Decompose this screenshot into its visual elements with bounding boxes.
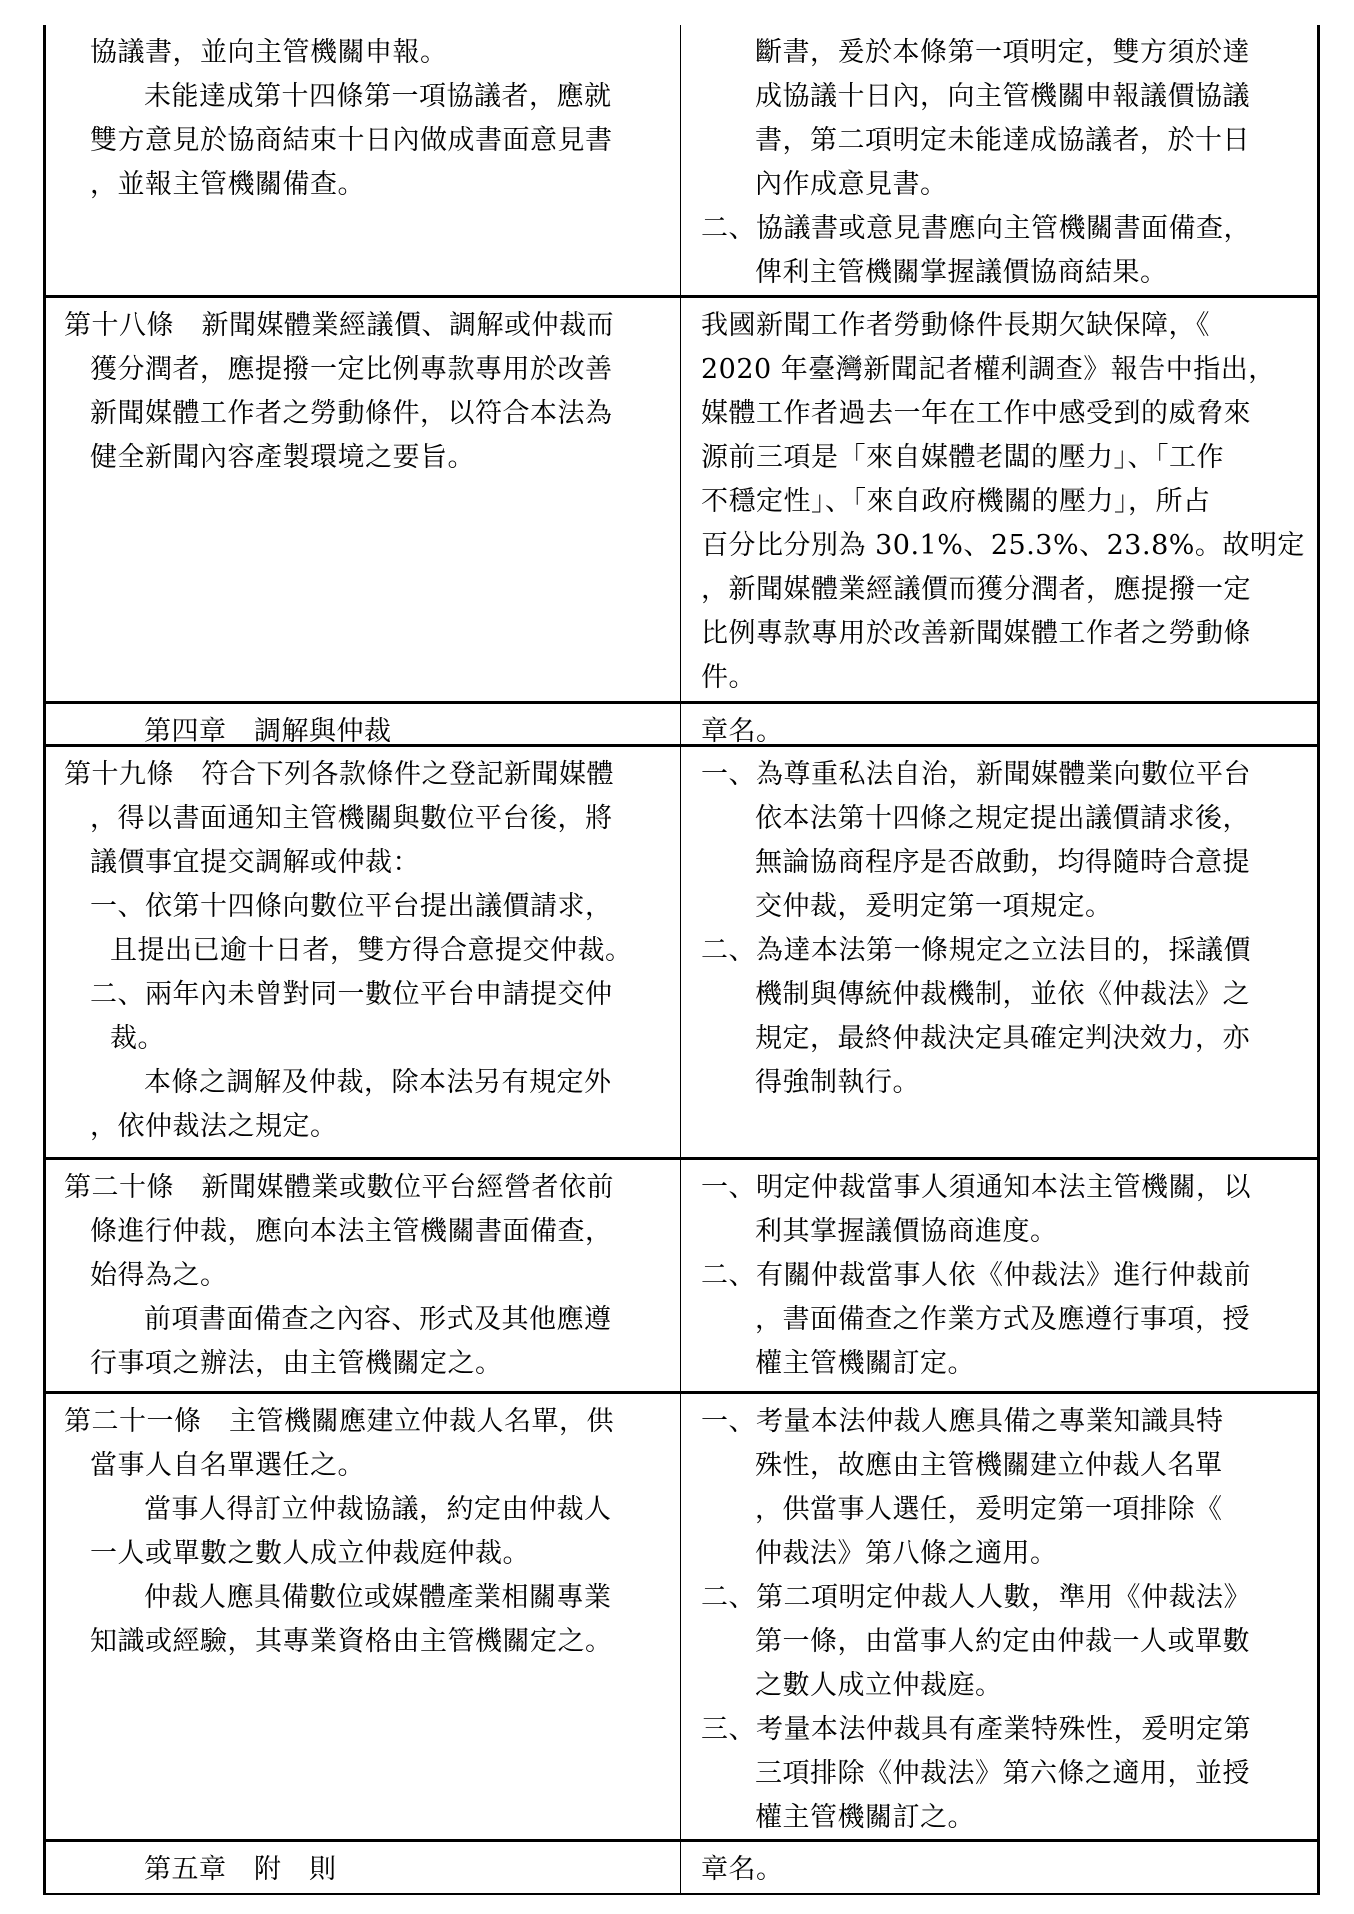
text-line: 規定，最終仲裁決定具確定判決效力，亦 (755, 1023, 1250, 1054)
explanation-cell (681, 298, 1320, 701)
text-line: 前項書面備查之內容、形式及其他應遵 (144, 1304, 612, 1335)
text-line: 第五章 附 則 (144, 1854, 337, 1885)
text-line: 行事項之辦法，由主管機關定之。 (90, 1348, 503, 1379)
provision-cell (43, 1842, 681, 1893)
table-row (43, 1394, 1320, 1842)
text-line: 無論協商程序是否啟動，均得隨時合意提 (755, 847, 1250, 878)
text-line: 二、協議書或意見書應向主管機關書面備查， (701, 213, 1251, 244)
explanation-cell (681, 25, 1320, 295)
text-line: 2020 年臺灣新聞記者權利調查》報告中指出， (701, 354, 1276, 385)
text-line: ，依仲裁法之規定。 (90, 1111, 338, 1142)
table-row (43, 1160, 1320, 1394)
text-line: 一、明定仲裁當事人須通知本法主管機關，以 (701, 1172, 1251, 1203)
text-line: 第二十一條 主管機關應建立仲裁人名單，供 (64, 1406, 614, 1437)
text-line: 內作成意見書。 (755, 169, 948, 200)
provision-cell (43, 25, 681, 295)
text-line: 成協議十日內，向主管機關申報議價協議 (755, 81, 1250, 112)
text-line: 當事人自名單選任之。 (90, 1450, 365, 1481)
text-line: 之數人成立仲裁庭。 (755, 1670, 1003, 1701)
table-row (43, 704, 1320, 747)
table-row (43, 25, 1320, 298)
text-line: 一、考量本法仲裁人應具備之專業知識具特 (701, 1406, 1224, 1437)
text-line: 仲裁人應具備數位或媒體產業相關專業 (144, 1582, 612, 1613)
text-line: 殊性，故應由主管機關建立仲裁人名單 (755, 1450, 1223, 1481)
provision-cell (43, 298, 681, 701)
text-line: 得強制執行。 (755, 1067, 920, 1098)
explanation-cell (681, 1160, 1320, 1391)
provision-cell (43, 747, 681, 1157)
text-line: 三項排除《仲裁法》第六條之適用，並授 (755, 1758, 1250, 1789)
table-row (43, 298, 1320, 704)
text-line: 權主管機關訂定。 (755, 1348, 975, 1379)
text-line: 二、有關仲裁當事人依《仲裁法》進行仲裁前 (701, 1260, 1251, 1291)
text-line: 件。 (701, 662, 756, 693)
text-line: 比例專款專用於改善新聞媒體工作者之勞動條 (701, 618, 1251, 649)
text-line: 仲裁法》第八條之適用。 (755, 1538, 1058, 1569)
text-line: 且提出已逾十日者，雙方得合意提交仲裁。 (110, 935, 633, 966)
text-line: ，書面備查之作業方式及應遵行事項，授 (755, 1304, 1250, 1335)
table-row (43, 747, 1320, 1160)
text-line: 第十八條 新聞媒體業經議價、調解或仲裁而 (64, 310, 614, 341)
text-line: 始得為之。 (90, 1260, 228, 1291)
text-line: 二、為達本法第一條規定之立法目的，採議價 (701, 935, 1251, 966)
explanation-cell (681, 1394, 1320, 1839)
text-line: 百分比分別為 30.1%、25.3%、23.8%。故明定 (701, 530, 1305, 561)
text-line: 利其掌握議價協商進度。 (755, 1216, 1058, 1247)
provision-cell (43, 1394, 681, 1839)
text-line: ，得以書面通知主管機關與數位平台後，將 (90, 803, 613, 834)
text-line: 裁。 (110, 1023, 165, 1054)
text-line: 章名。 (701, 716, 784, 744)
text-line: 第二十條 新聞媒體業或數位平台經營者依前 (64, 1172, 614, 1203)
text-line: 協議書，並向主管機關申報。 (90, 37, 448, 68)
table-row (43, 1842, 1320, 1895)
text-line: 獲分潤者，應提撥一定比例專款專用於改善 (90, 354, 613, 385)
provision-cell (43, 1160, 681, 1391)
text-line: 雙方意見於協商結束十日內做成書面意見書 (90, 125, 613, 156)
text-line: 一人或單數之數人成立仲裁庭仲裁。 (90, 1538, 530, 1569)
text-line: 三、考量本法仲裁具有產業特殊性，爰明定第 (701, 1714, 1251, 1745)
text-line: 二、第二項明定仲裁人人數，準用《仲裁法》 (701, 1582, 1251, 1613)
text-line: 書，第二項明定未能達成協議者，於十日 (755, 125, 1250, 156)
explanation-cell (681, 1842, 1320, 1893)
text-line: 不穩定性」、「來自政府機關的壓力」，所占 (701, 486, 1211, 517)
text-line: 第十九條 符合下列各款條件之登記新聞媒體 (64, 759, 614, 790)
text-line: ，新聞媒體業經議價而獲分潤者，應提撥一定 (701, 574, 1251, 605)
text-line: 交仲裁，爰明定第一項規定。 (755, 891, 1113, 922)
text-line: 條進行仲裁，應向本法主管機關書面備查， (90, 1216, 613, 1247)
text-line: 一、依第十四條向數位平台提出議價請求， (90, 891, 613, 922)
text-line: 權主管機關訂之。 (755, 1802, 975, 1833)
text-line: ，並報主管機關備查。 (90, 169, 365, 200)
text-line: 斷書，爰於本條第一項明定，雙方須於達 (755, 37, 1250, 68)
text-line: 議價事宜提交調解或仲裁： (90, 847, 420, 878)
text-line: 機制與傳統仲裁機制，並依《仲裁法》之 (755, 979, 1250, 1010)
text-line: 依本法第十四條之規定提出議價請求後， (755, 803, 1250, 834)
text-line: 本條之調解及仲裁，除本法另有規定外 (144, 1067, 612, 1098)
text-line: 俾利主管機關掌握議價協商結果。 (755, 257, 1168, 288)
text-line: 二、兩年內未曾對同一數位平台申請提交仲 (90, 979, 613, 1010)
text-line: 章名。 (701, 1854, 784, 1885)
provision-cell (43, 704, 681, 744)
text-line: 健全新聞內容產製環境之要旨。 (90, 442, 475, 473)
text-line: 源前三項是「來自媒體老闆的壓力」、「工作 (701, 442, 1224, 473)
text-line: ，供當事人選任，爰明定第一項排除《 (755, 1494, 1223, 1525)
explanation-cell (681, 704, 1320, 744)
text-line: 第四章 調解與仲裁 (144, 716, 392, 744)
text-line: 我國新聞工作者勞動條件長期欠缺保障，《 (701, 310, 1210, 341)
text-line: 媒體工作者過去一年在工作中感受到的威脅來 (701, 398, 1251, 429)
text-line: 未能達成第十四條第一項協議者，應就 (144, 81, 612, 112)
explanation-cell (681, 747, 1320, 1157)
text-line: 一、為尊重私法自治，新聞媒體業向數位平台 (701, 759, 1251, 790)
text-line: 知識或經驗，其專業資格由主管機關定之。 (90, 1626, 613, 1657)
text-line: 當事人得訂立仲裁協議，約定由仲裁人 (144, 1494, 612, 1525)
text-line: 第一條，由當事人約定由仲裁一人或單數 (755, 1626, 1250, 1657)
text-line: 新聞媒體工作者之勞動條件，以符合本法為 (90, 398, 613, 429)
comparison-table (43, 25, 1320, 1895)
